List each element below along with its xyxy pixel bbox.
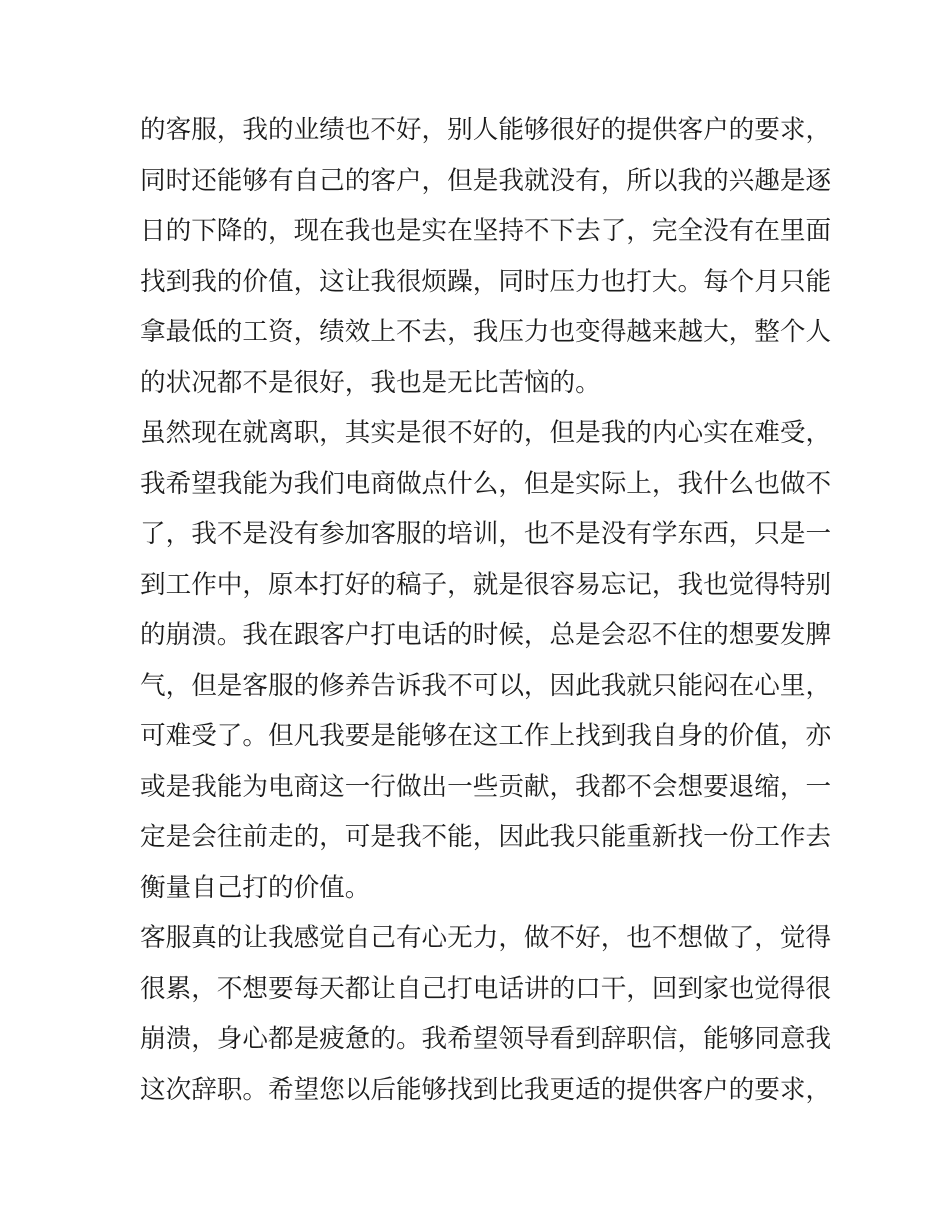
text-line: 了，我不是没有参加客服的培训，也不是没有学东西，只是一 [140, 519, 832, 548]
text-line: 气，但是客服的修养告诉我不可以，因此我就只能闷在心里， [140, 670, 832, 700]
text-line: 同时还能够有自己的客户，但是我就没有，所以我的兴趣是逐 [140, 165, 832, 195]
text-line: 很累，不想要每天都让自己打电话讲的口干，回到家也觉得很 [140, 973, 832, 1003]
text-line: 这次辞职。希望您以后能够找到比我更适的提供客户的要求， [140, 1074, 832, 1104]
text-line: 的崩溃。我在跟客户打电话的时候，总是会忍不住的想要发脾 [140, 620, 832, 649]
text-line: 或是我能为电商这一行做出一些贡献，我都不会想要退缩，一 [140, 771, 832, 801]
text-line: 拿最低的工资，绩效上不去，我压力也变得越来越大，整个人 [140, 317, 832, 346]
body-text [140, 105, 832, 1115]
text-line: 我希望我能为我们电商做点什么，但是实际上，我什么也做不 [140, 468, 832, 498]
text-line: 衡量自己打的价值。 [140, 872, 371, 902]
text-line: 的状况都不是很好，我也是无比苦恼的。 [140, 367, 601, 397]
text-line: 定是会往前走的，可是我不能，因此我只能重新找一份工作去 [140, 822, 832, 851]
text-line: 日的下降的，现在我也是实在坚持不下去了，完全没有在里面 [140, 216, 832, 245]
text-line: 找到我的价值，这让我很烦躁，同时压力也打大。每个月只能 [140, 266, 832, 296]
text-line: 的客服，我的业绩也不好，别人能够很好的提供客户的要求， [140, 115, 832, 144]
text-line: 崩溃，身心都是疲惫的。我希望领导看到辞职信，能够同意我 [140, 1024, 832, 1053]
text-line: 客服真的让我感觉自己有心无力，做不好，也不想做了，觉得 [140, 923, 832, 952]
text-line: 到工作中，原本打好的稿子，就是很容易忘记，我也觉得特别 [140, 569, 832, 599]
text-line: 可难受了。但凡我要是能够在这工作上找到我自身的价值，亦 [140, 721, 832, 750]
text-line: 虽然现在就离职，其实是很不好的，但是我的内心实在难受， [140, 418, 832, 447]
